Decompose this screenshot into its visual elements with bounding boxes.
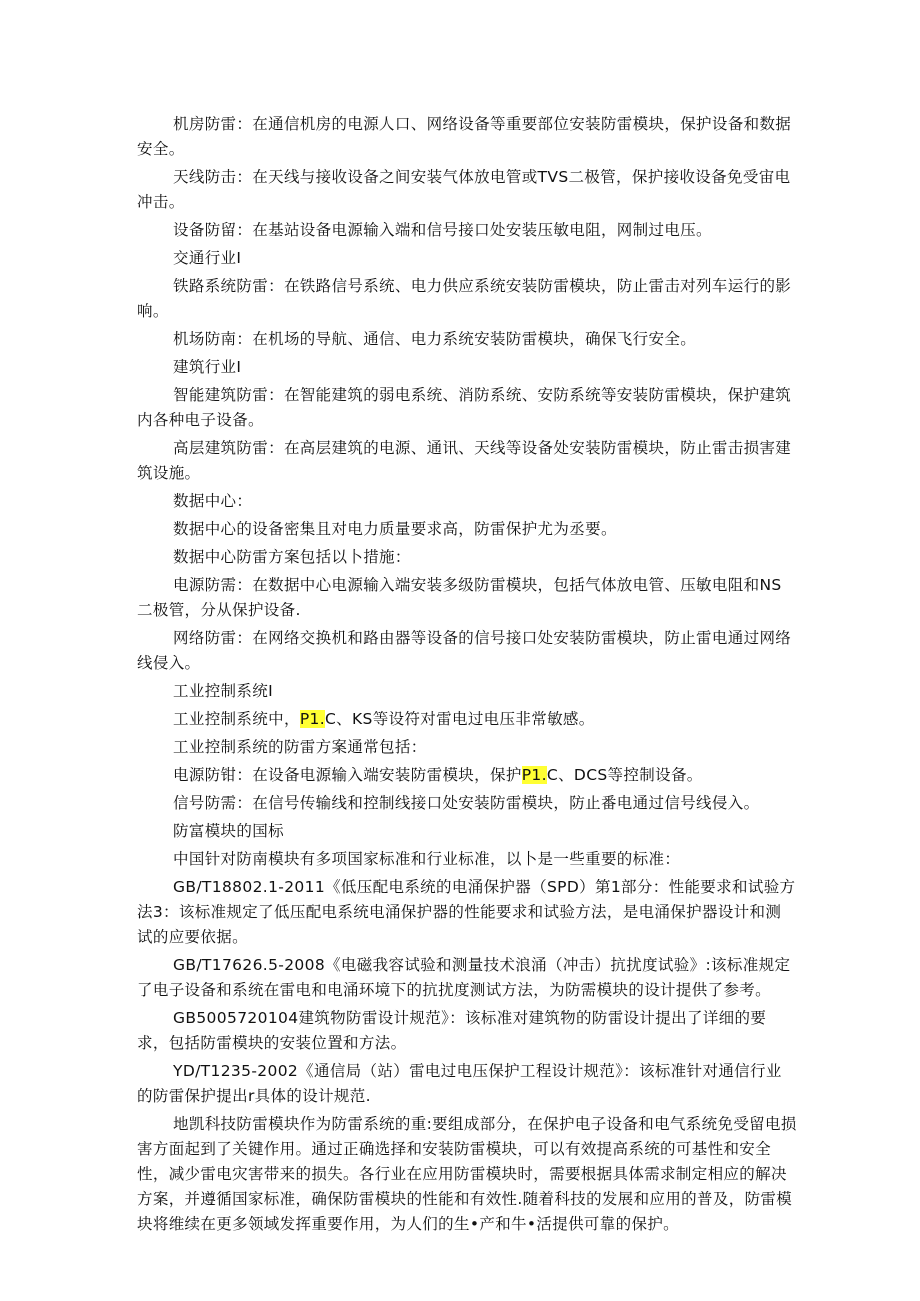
paragraph-data-center-intro: 数据中心的设备密集且对电力质量要求高，防雷保护尤为丞要。 bbox=[173, 520, 617, 538]
document-page bbox=[137, 112, 797, 1240]
heading-national-standards: 防富模块的国标 bbox=[173, 822, 284, 840]
paragraph-equipment: 设备防留：在基站设备电源输入端和信号接口处安装压敏电阻，网制过电压。 bbox=[173, 221, 712, 239]
paragraph-plc-sensitivity bbox=[137, 707, 797, 732]
paragraph-industrial-scheme: 工业控制系统的防雷方案通常包括： bbox=[173, 738, 427, 756]
paragraph-industrial-power bbox=[137, 763, 797, 788]
plc-line-1-highlight: P1. bbox=[299, 710, 325, 728]
paragraph-power-protection: 电源防需：在数据中心电源输入端安装多级防雷模块，包括气体放电管、压敏电阻和NS二极管，分从保护设备. bbox=[137, 576, 782, 619]
paragraph-railway: 铁路系统防雷：在铁路信号系统、电力供应系统安装防雷模块，防止雷击对列车运行的影响。 bbox=[137, 277, 792, 320]
paragraph-standard-gb50057: GB5005720104建筑物防雷设计规范》：该标准对建筑物的防雷设计提出了详细的要求，包括防雷模块的安装位置和方法。 bbox=[137, 1009, 767, 1052]
paragraph-data-center-measures: 数据中心防雷方案包括以卜措施： bbox=[173, 548, 411, 566]
heading-transport: 交通行业I bbox=[173, 249, 242, 267]
heading-data-center: 数据中心： bbox=[173, 492, 253, 510]
heading-industrial-control: 工业控制系统I bbox=[173, 682, 274, 700]
heading-construction: 建筑行业I bbox=[173, 358, 242, 376]
paragraph-conclusion: 地凯科技防雷模块作为防雷系统的重:要组成部分，在保护电子设备和电气系统免受留电损害方面起到了关键作用。通过正确选择和安装防雷模块，可以有效提高系统的可基性和安全性，减少雷电灾害带来的损失。各行业在应用防雷模块时，需要根据具体需求制定相应的解决方案，并遵循国家标准，确保防雷模块的性能和有效性.随着科技的发展和应用的普及，防雷模块将维续在更多领域发挥重要作用，为人们的生•产和牛•活提供可靠的保护。 bbox=[137, 1115, 797, 1233]
plc-line-1-before: 工业控制系统中， bbox=[173, 710, 300, 728]
paragraph-signal-protection: 信号防需：在信号传输线和控制线接口处安装防雷模块，防止番电通过信号线侵入。 bbox=[173, 794, 760, 812]
paragraph-network-protection: 网络防雷：在网络交换机和路由器等设备的信号接口处安装防雷模块，防止雷电通过网络线侵入。 bbox=[137, 629, 792, 672]
paragraph-high-rise: 高层建筑防雷：在高层建筑的电源、通讯、天线等设备处安装防雷模块，防止雷击损害建筑设施。 bbox=[137, 439, 792, 482]
paragraph-standards-intro: 中国针对防南模块有多项国家标准和行业标准，以卜是一些重要的标准： bbox=[173, 850, 681, 868]
plc-line-2-highlight: P1. bbox=[521, 766, 547, 784]
paragraph-server-room: 机房防雷：在通信机房的电源人口、网络设备等重要部位安装防雷模块，保护设备和数据安全。 bbox=[137, 115, 792, 158]
paragraph-smart-building: 智能建筑防雷：在智能建筑的弱电系统、消防系统、安防系统等安装防雷模块，保护建筑内各种电子设备。 bbox=[137, 386, 792, 429]
plc-line-2-before: 电源防钳：在设备电源输入端安装防雷模块，保护 bbox=[173, 766, 522, 784]
paragraph-airport: 机场防南：在机场的导航、通信、电力系统安装防雷模块，确保飞行安全。 bbox=[173, 330, 697, 348]
paragraph-standard-yd1235: YD/T1235-2002《通信局（站）雷电过电压保护工程设计规范》：该标准针对通信行业的防雷保护提出r具体的设计规范. bbox=[137, 1062, 782, 1105]
plc-line-2-after: C、DCS等控制设备。 bbox=[546, 766, 703, 784]
paragraph-antenna: 天线防击：在天线与接收设备之间安装气体放电管或TVS二极管，保护接收设备免受宙电冲击。 bbox=[137, 168, 791, 211]
paragraph-standard-gb17626: GB/T17626.5-2008《电磁我容试验和测量技术浪涌（冲击）抗扰度试验》:该标准规定了电子设备和系统在雷电和电涌环境下的抗扰度测试方法，为防需模块的设计提供了参考。 bbox=[137, 956, 791, 999]
plc-line-1-after: C、KS等设符对雷电过电压非常敏感。 bbox=[325, 710, 595, 728]
paragraph-standard-gb18802: GB/T18802.1-2011《低压配电系统的电涌保护器（SPD）第1部分：性能要求和试验方法3：该标准规定了低压配电系统电涌保护器的性能要求和试验方法，是电涌保护器设计和测试的应要依据。 bbox=[137, 878, 796, 946]
